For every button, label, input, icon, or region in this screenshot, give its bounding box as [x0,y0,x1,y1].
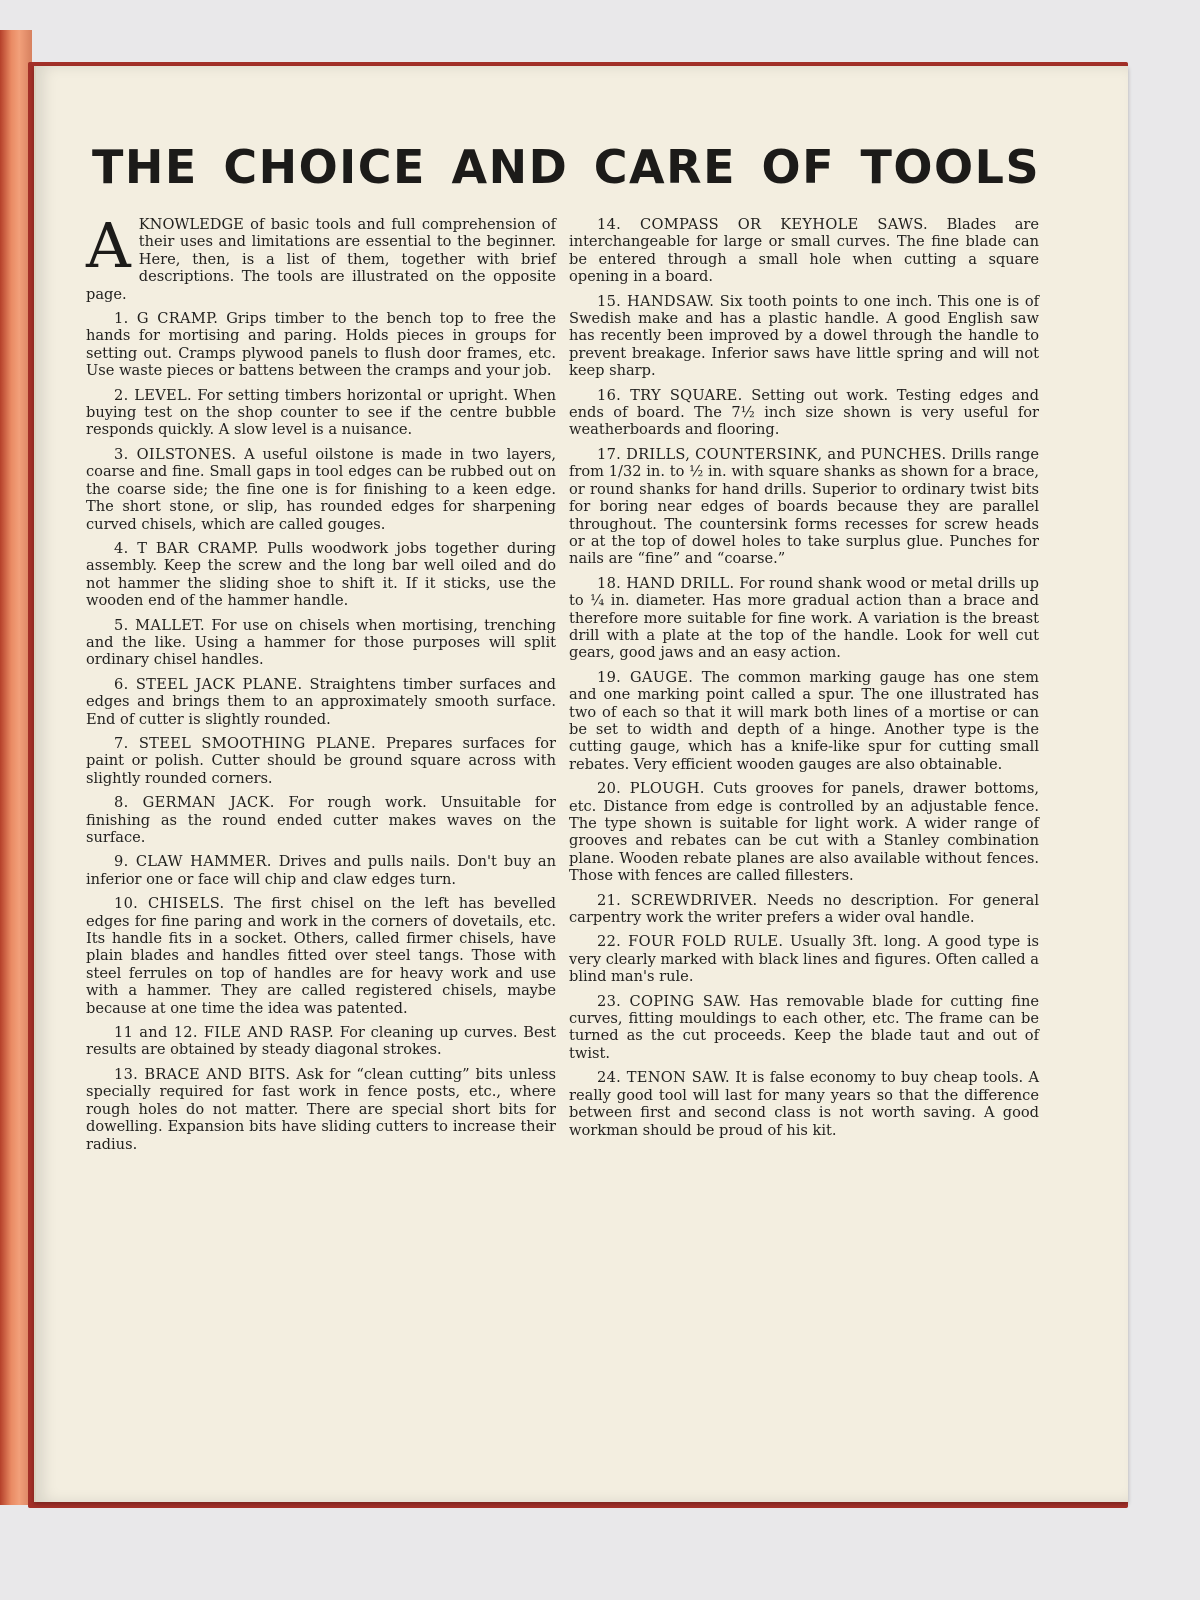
tool-entry-text: Drives and pulls nails. Don't buy an inferior one or face will chip and claw edges turn. [86,853,556,888]
drop-cap: A [86,209,131,282]
tool-entry-label: 16. TRY SQUARE. [597,386,743,404]
tool-entry-label: 17. DRILLS, COUNTERSINK, and PUNCHES. [597,445,947,463]
tool-entry [86,387,556,439]
tool-entry-text: For setting timbers horizontal or upright. When buying test on the shop counter to see if the centre bubble responds quickly. A slow level is a nuisance. [86,386,556,439]
tool-entry-text: The first chisel on the left has bevelled edges for fine paring and work in the corners of dovetails, etc. Its handle fits in a socket. Others, called firmer chisels, have plain blades and handles fitted over steel tangs. Those with steel ferrules on top of handles are for heavy work and use with a hammer. They are called registered chisels, maybe because at one time the idea was patented. [86,895,556,1017]
tool-entry [569,387,1039,439]
tool-entry [569,293,1039,380]
tool-entry-text: Ask for “clean cutting” bits unless specially required for fast work in fence posts, etc., where rough holes do not matter. There are special short bits for dowelling. Expansion bits have sliding cutters to increase their radius. [86,1065,556,1153]
tool-entry-text: Straightens timber surfaces and edges and brings them to an approximately smooth surface. End of cutter is slightly rounded. [86,675,557,728]
tool-entry-text: Drills range from 1/32 in. to ½ in. with square shanks as shown for a brace, or round shanks for hand drills. Superior to ordinary twist bits for boring near edges of boards because they are parallel throughout. The countersink forms recesses for screw heads or at the top of dowel holes to take surplus glue. Punches for nails are “fine” and “coarse.” [569,445,1039,568]
tool-entry-label: 1. G CRAMP. [114,310,219,328]
tool-entry [569,933,1039,985]
page-title: THE CHOICE AND CARE OF TOOLS [92,140,1041,194]
tool-entry [86,1066,556,1153]
tool-entry-label: 11 and 12. FILE AND RASP. [114,1024,334,1042]
tool-entry-label: 7. STEEL SMOOTHING PLANE. [114,734,376,752]
tool-entry-text: It is false economy to buy cheap tools. A really good tool will last for many years so that the difference between first and second class is not worth saving. A good workman should be proud of his kit. [569,1069,1040,1139]
tool-entry [86,617,556,669]
tool-entry-text: Pulls woodwork jobs together during assembly. Keep the screw and the long bar well oiled and do not hammer the sliding shoe to shift it. If it sticks, use the wooden end of the hammer handle. [86,539,556,610]
tool-entry-label: 13. BRACE AND BITS. [114,1065,291,1083]
tool-entry [86,1024,556,1059]
tool-entry-label: 14. COMPASS OR KEYHOLE SAWS. [597,216,928,233]
tool-entry [569,575,1039,662]
intro-paragraph [86,209,556,303]
tool-entry-text: Cuts grooves for panels, drawer bottoms, etc. Distance from edge is controlled by an adjustable fence. The type shown is suitable for light work. A wider range of grooves and rebates can be cut with a Stanley combination plane. Wooden rebate planes are also available without fences. Those with fences are called fillesters. [569,780,1039,885]
tool-entry-label: 8. GERMAN JACK. [114,794,275,812]
tool-entry-label: 19. GAUGE. [597,668,694,686]
tool-entry [86,310,556,380]
tool-entry [569,446,1039,568]
tool-entry [86,895,556,1017]
tool-entry-label: 20. PLOUGH. [597,780,705,798]
tool-entry-label: 2. LEVEL. [114,386,192,404]
intro-text: of basic tools and full comprehension of their uses and limitations are essential to the beginner. Here, then, is a list of them, together with brief descriptions. The tools are illustrated on the opposite page. [86,216,556,303]
tool-entry [86,735,556,787]
tool-entry-text: The common marking gauge has one stem and one marking point called a spur. The one illustrated has two of each so that it will mark both lines of a mortise or can be set to width and depth of a hinge. Another type is the cutting gauge, which has a knife-like spur for cutting small rebates. Very efficient wooden gauges are also obtainable. [569,668,1040,773]
tool-entry-text: For cleaning up curves. Best results are obtained by steady diagonal strokes. [86,1024,557,1059]
tool-entry-label: 5. MALLET. [114,616,205,634]
tool-entry [569,1069,1039,1139]
tool-entry-text: For rough work. Unsuitable for finishing as the round ended cutter makes waves on the surface. [86,794,556,846]
tool-entry-text: A useful oilstone is made in two layers, coarse and fine. Small gaps in tool edges can be rubbed out on the coarse side; the fine one is for finishing to a keen edge. The short stone, or slip, has rounded edges for sharpening curved chisels, which are called gouges. [86,445,556,533]
tool-entry [569,669,1039,773]
tool-entry-text: Six tooth points to one inch. This one is of Swedish make and has a plastic handle. A good English saw has recently been improved by a dowel through the handle to prevent breakage. Inferior saws have little spring and will not keep sharp. [569,292,1040,380]
tool-entry-label: 21. SCREWDRIVER. [597,891,758,909]
left-item-list [86,310,556,1153]
tool-entry-text: Grips timber to the bench top to free the hands for mortising and paring. Holds pieces in groups for setting out. Cramps plywood panels to flush door frames, etc. Use waste pieces or battens between the cramps and your job. [86,310,557,380]
tool-entry-label: 10. CHISELS. [114,895,225,913]
tool-entry [86,853,556,888]
tool-entry-text: Usually 3ft. long. A good type is very clearly marked with black lines and figures. Often called a blind man's rule. [569,933,1039,986]
tool-entry-text: For use on chisels when mortising, trenching and the like. Using a hammer for those purposes will split ordinary chisel handles. [86,616,557,669]
tool-entry-text: Prepares surfaces for paint or polish. Cutter should be ground square across with slightly rounded corners. [86,734,557,787]
tool-entry-label: 23. COPING SAW. [597,992,742,1010]
tool-entry [86,540,556,610]
tool-entry-label: 4. T BAR CRAMP. [114,539,259,557]
tool-entry [86,794,556,846]
tool-entry-text: Needs no description. For general carpentry work the writer prefers a wider oval handle. [569,891,1040,927]
right-item-list [569,216,1039,1139]
tool-entry [569,780,1039,884]
left-column [86,209,557,1160]
tool-entry-label: 9. CLAW HAMMER. [114,853,272,871]
tool-entry [569,216,1039,286]
tool-entry-label: 18. HAND DRILL. [597,574,735,592]
intro-lead-word: KNOWLEDGE [138,216,244,233]
tool-entry-text: Blades are interchangeable for large or small curves. The fine blade can be entered through a small hole when cutting a square opening in a board. [569,216,1040,286]
tool-entry-label: 24. TENON SAW. [597,1069,730,1087]
tool-entry-text: Has removable blade for cutting fine curves, fitting mouldings to each other, etc. The frame can be turned as the cut proceeds. Keep the blade taut and out of twist. [569,992,1039,1062]
tool-entry [86,676,556,728]
tool-entry [569,993,1039,1063]
tool-entry-label: 22. FOUR FOLD RULE. [597,933,784,951]
tool-entry-label: 3. OILSTONES. [114,445,237,463]
right-column [569,216,1039,1146]
tool-entry [86,446,556,533]
tool-entry-text: For round shank wood or metal drills up to ¼ in. diameter. Has more gradual action than a brace and therefore more suitable for fine work. A variation is the breast drill with a plate at the top of the handle. Look for well cut gears, good jaws and an easy action. [569,574,1039,662]
book-page [34,66,1128,1502]
tool-entry [569,892,1039,927]
tool-entry-label: 15. HANDSAW. [597,292,715,310]
tool-entry-label: 6. STEEL JACK PLANE. [114,675,303,693]
tool-entry-text: Setting out work. Testing edges and ends of board. The 7½ inch size shown is very useful for weatherboards and flooring. [569,386,1040,439]
